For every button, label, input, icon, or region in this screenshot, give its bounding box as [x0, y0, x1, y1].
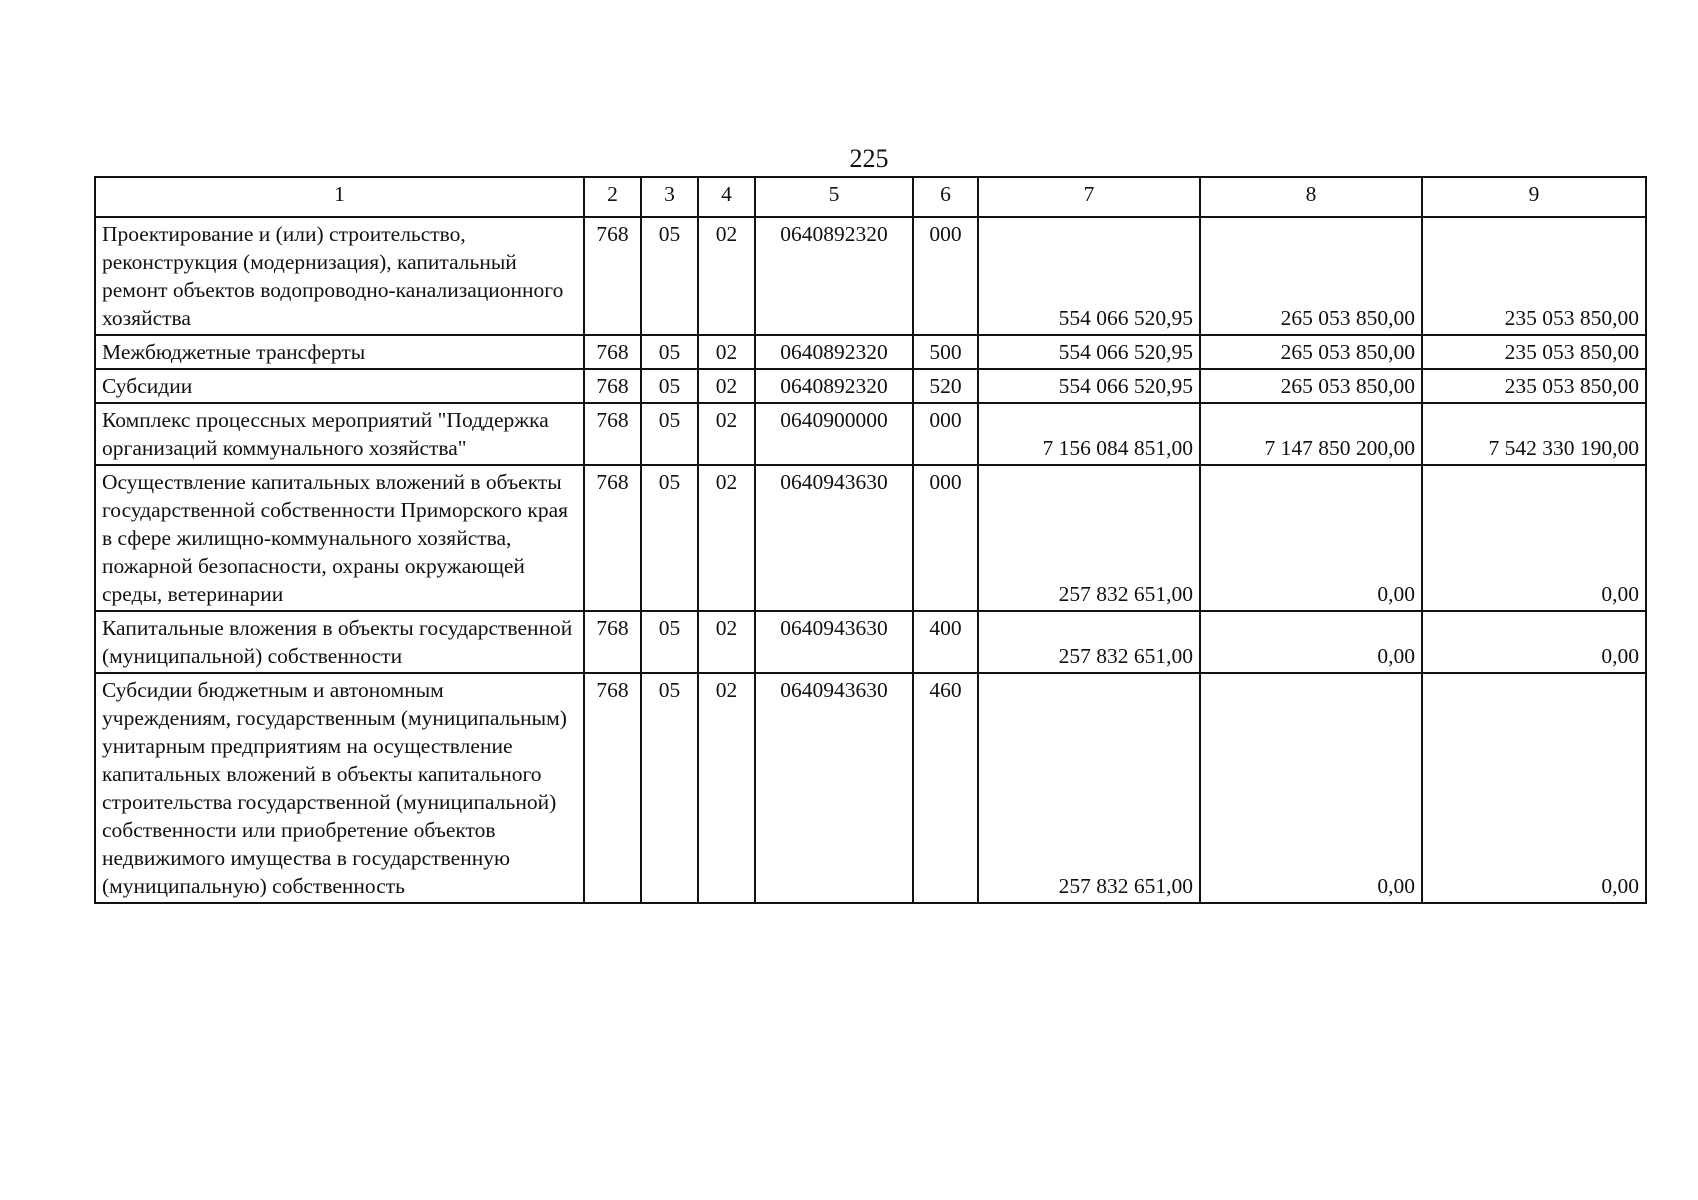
column-header-5: 5 — [755, 177, 913, 217]
column-header-8: 8 — [1200, 177, 1422, 217]
table-row — [95, 673, 1646, 903]
subsection-code: 02 — [698, 335, 755, 369]
expense-type-code: 400 — [913, 611, 978, 673]
section-code: 05 — [641, 611, 698, 673]
target-article-code: 0640892320 — [755, 335, 913, 369]
table-row — [95, 611, 1646, 673]
target-article-code: 0640943630 — [755, 673, 913, 903]
subsection-code: 02 — [698, 465, 755, 611]
amount-col-7: 257 832 651,00 — [978, 673, 1200, 903]
amount-col-7: 257 832 651,00 — [978, 611, 1200, 673]
amount-col-8: 0,00 — [1200, 465, 1422, 611]
amount-col-8: 265 053 850,00 — [1200, 335, 1422, 369]
column-number-row — [95, 177, 1646, 217]
amount-col-9: 0,00 — [1422, 465, 1646, 611]
row-name: Осуществление капитальных вложений в объекты государственной собственности Приморского края в сфере жилищно-коммунального хозяйства, пожарной безопасности, охраны окружающей среды, ветеринарии — [95, 465, 584, 611]
expense-type-code: 500 — [913, 335, 978, 369]
row-name: Субсидии — [95, 369, 584, 403]
subsection-code: 02 — [698, 673, 755, 903]
expense-type-code: 520 — [913, 369, 978, 403]
expense-type-code: 000 — [913, 465, 978, 611]
amount-col-8: 7 147 850 200,00 — [1200, 403, 1422, 465]
row-name: Капитальные вложения в объекты государственной (муниципальной) собственности — [95, 611, 584, 673]
section-code: 05 — [641, 217, 698, 335]
section-code: 05 — [641, 403, 698, 465]
row-name: Проектирование и (или) строительство, реконструкция (модернизация), капитальный ремонт объектов водопроводно-канализационного хозяйства — [95, 217, 584, 335]
subsection-code: 02 — [698, 217, 755, 335]
page-number: 225 — [849, 144, 889, 173]
expense-type-code: 000 — [913, 403, 978, 465]
amount-col-9: 0,00 — [1422, 611, 1646, 673]
ved-code: 768 — [584, 611, 641, 673]
target-article-code: 0640943630 — [755, 465, 913, 611]
target-article-code: 0640943630 — [755, 611, 913, 673]
column-header-1: 1 — [95, 177, 584, 217]
section-code: 05 — [641, 673, 698, 903]
subsection-code: 02 — [698, 403, 755, 465]
column-header-4: 4 — [698, 177, 755, 217]
amount-col-9: 235 053 850,00 — [1422, 335, 1646, 369]
expense-type-code: 000 — [913, 217, 978, 335]
table-row — [95, 369, 1646, 403]
budget-table — [94, 176, 1647, 904]
row-name: Субсидии бюджетным и автономным учреждениям, государственным (муниципальным) унитарным предприятиям на осуществление капитальных вложений в объекты капитального строительства государственной (муниципальной) собственности или приобретение объектов недвижимого имущества в государственную (муниципальную) собственность — [95, 673, 584, 903]
section-code: 05 — [641, 369, 698, 403]
table-row — [95, 403, 1646, 465]
ved-code: 768 — [584, 335, 641, 369]
amount-col-8: 0,00 — [1200, 611, 1422, 673]
section-code: 05 — [641, 335, 698, 369]
table-row — [95, 335, 1646, 369]
amount-col-8: 265 053 850,00 — [1200, 369, 1422, 403]
amount-col-8: 0,00 — [1200, 673, 1422, 903]
table-row — [95, 217, 1646, 335]
ved-code: 768 — [584, 465, 641, 611]
ved-code: 768 — [584, 673, 641, 903]
expense-type-code: 460 — [913, 673, 978, 903]
target-article-code: 0640892320 — [755, 369, 913, 403]
amount-col-7: 257 832 651,00 — [978, 465, 1200, 611]
subsection-code: 02 — [698, 369, 755, 403]
ved-code: 768 — [584, 217, 641, 335]
table-row — [95, 465, 1646, 611]
amount-col-8: 265 053 850,00 — [1200, 217, 1422, 335]
column-header-7: 7 — [978, 177, 1200, 217]
row-name: Межбюджетные трансферты — [95, 335, 584, 369]
amount-col-7: 554 066 520,95 — [978, 369, 1200, 403]
ved-code: 768 — [584, 403, 641, 465]
table-body — [95, 177, 1646, 903]
amount-col-7: 554 066 520,95 — [978, 217, 1200, 335]
row-name: Комплекс процессных мероприятий "Поддержка организаций коммунального хозяйства" — [95, 403, 584, 465]
amount-col-9: 7 542 330 190,00 — [1422, 403, 1646, 465]
column-header-9: 9 — [1422, 177, 1646, 217]
amount-col-9: 235 053 850,00 — [1422, 217, 1646, 335]
column-header-2: 2 — [584, 177, 641, 217]
section-code: 05 — [641, 465, 698, 611]
target-article-code: 0640900000 — [755, 403, 913, 465]
amount-col-7: 7 156 084 851,00 — [978, 403, 1200, 465]
amount-col-7: 554 066 520,95 — [978, 335, 1200, 369]
ved-code: 768 — [584, 369, 641, 403]
amount-col-9: 235 053 850,00 — [1422, 369, 1646, 403]
subsection-code: 02 — [698, 611, 755, 673]
column-header-3: 3 — [641, 177, 698, 217]
column-header-6: 6 — [913, 177, 978, 217]
target-article-code: 0640892320 — [755, 217, 913, 335]
amount-col-9: 0,00 — [1422, 673, 1646, 903]
